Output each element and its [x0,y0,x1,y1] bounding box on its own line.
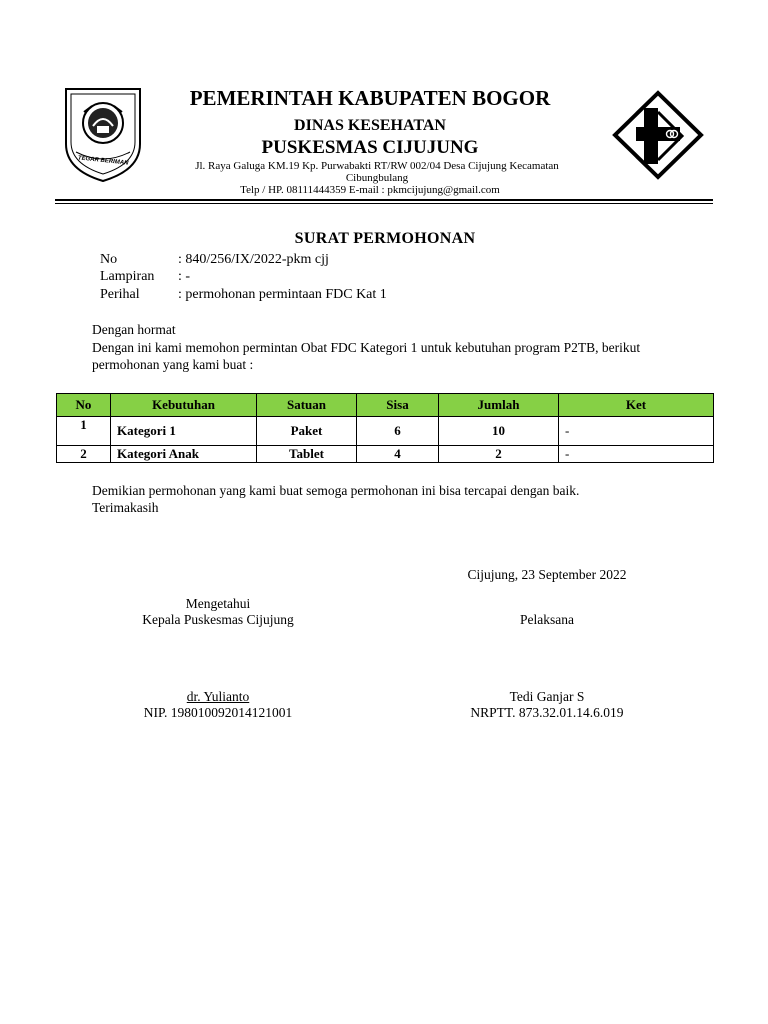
request-table [56,393,714,463]
meta-value: : 840/256/IX/2022-pkm cjj [178,252,329,267]
col-header-satuan: Satuan [257,394,357,417]
cell-ket: - [559,446,714,463]
cell-jumlah: 2 [439,446,559,463]
signatory-left-name: dr. Yulianto [186,689,250,704]
meta-key: Lampiran [100,269,155,284]
table-row [57,417,714,446]
cell-no: 1 [57,417,111,446]
header-puskesmas: PUSKESMAS CIJUJUNG [261,137,479,158]
meta-subject [100,286,387,303]
letter-title: SURAT PERMOHONAN [294,230,476,247]
meta-value: : permohonan permintaan FDC Kat 1 [178,287,387,302]
signatory-left-id: NIP. 198010092014121001 [143,705,293,720]
place-date: Cijujung, 23 September 2022 [467,567,627,582]
svg-text:TEGAR BERIMAN: TEGAR BERIMAN [77,155,129,167]
meta-key: No [100,252,118,267]
col-header-no: No [57,394,111,417]
col-header-sisa: Sisa [357,394,439,417]
meta-attachment [100,268,190,285]
intro-paragraph: Dengan ini kami memohon permintan Obat FDC Kategori 1 untuk kebutuhan program P2TB, berikut permohonan yang kami buat : [92,340,641,372]
header-divider-thin [55,203,713,204]
greeting: Dengan hormat [92,322,176,337]
col-header-ket: Ket [559,394,714,417]
meta-value: : - [178,269,191,284]
cell-no: 2 [57,446,111,463]
signatory-right-id: NRPTT. 873.32.01.14.6.019 [470,705,624,720]
header-address: Jl. Raya Galuga KM.19 Kp. Purwabakti RT/RW 002/04 Desa Cijujung Kecamatan Cibungbulang [195,160,559,184]
cell-jumlah: 10 [439,417,559,446]
cell-sisa: 4 [357,446,439,463]
closing-sentence: Demikian permohonan yang kami buat semoga permohonan ini bisa tercapai dengan baik. [92,483,580,498]
closing-thanks: Terimakasih [92,500,159,515]
signatory-left-name-wrap [118,688,318,705]
cell-kebutuhan: Kategori 1 [111,417,257,446]
header-contact: Telp / HP. 08111444359 E-mail : pkmcijujung@gmail.com [240,184,500,196]
header-department: DINAS KESEHATAN [294,117,446,134]
signatory-right-name: Tedi Ganjar S [509,689,585,704]
puskesmas-logo [610,90,706,180]
cell-sisa: 6 [357,417,439,446]
table-row [57,446,714,463]
header-government: PEMERINTAH KABUPATEN BOGOR [189,86,551,110]
signatory-left-acknowledge: Mengetahui [185,596,251,611]
kabupaten-bogor-logo [62,86,144,184]
meta-key: Perihal [100,287,140,302]
signatory-right-role: Pelaksana [520,612,574,627]
col-header-jumlah: Jumlah [439,394,559,417]
signatory-left-title: Kepala Puskesmas Cijujung [142,612,294,627]
cell-satuan: Tablet [257,446,357,463]
col-header-kebutuhan: Kebutuhan [111,394,257,417]
cell-ket: - [559,417,714,446]
table-header-row [57,394,714,417]
meta-number [100,251,329,268]
cell-satuan: Paket [257,417,357,446]
cell-kebutuhan: Kategori Anak [111,446,257,463]
header-divider-thick [55,199,713,201]
